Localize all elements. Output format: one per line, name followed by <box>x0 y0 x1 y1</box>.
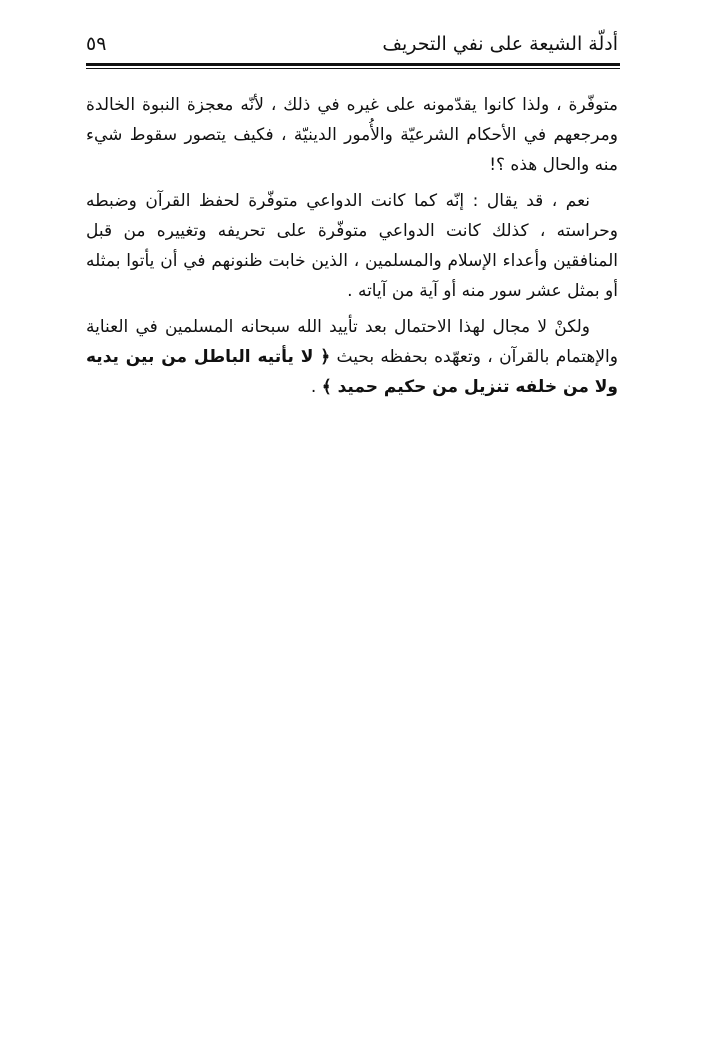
header-rule-thin <box>86 68 620 69</box>
page-header <box>86 28 618 62</box>
quran-quote: ﴿ لا يأتيه الباطل من بين يديه ولا من خلفه تنزيل من حكيم حميد ﴾ <box>86 347 618 397</box>
paragraph-3-text: ولكنْ لا مجال لهذا الاحتمال بعد تأييد الله سبحانه المسلمين في العناية والإهتمام بالقرآن ، وتعهّده بحفظه بحيث <box>86 317 618 367</box>
paragraph-1: متوفّرة ، ولذا كانوا يقدّمونه على غيره في ذلك ، لأنّه معجزة النبوة الخالدة ومرجعهم في الأحكام الشرعيّة والأُمور الدينيّة ، فكيف يتصور سقوط شيء منه والحال هذه ؟! <box>86 95 618 175</box>
body-text <box>86 90 618 408</box>
paragraph-3-end: . <box>310 377 322 397</box>
paragraph-3 <box>86 312 618 402</box>
header-rule-thick <box>86 63 620 66</box>
paragraph-2: نعم ، قد يقال : إنّه كما كانت الدواعي متوفّرة لحفظ القرآن وضبطه وحراسته ، كذلك كانت الدواعي متوفّرة على تحريفه وتغييره من قبل المنافقين وأعداء الإسلام والمسلمين ، الذين خابت ظنونهم في أن يأتوا بمثله أو بمثل عشر سور منه أو آية من آياته . <box>86 191 618 301</box>
running-title: أدلّة الشيعة على نفي التحريف <box>382 33 618 55</box>
page-number: ٥٩ <box>86 33 107 55</box>
